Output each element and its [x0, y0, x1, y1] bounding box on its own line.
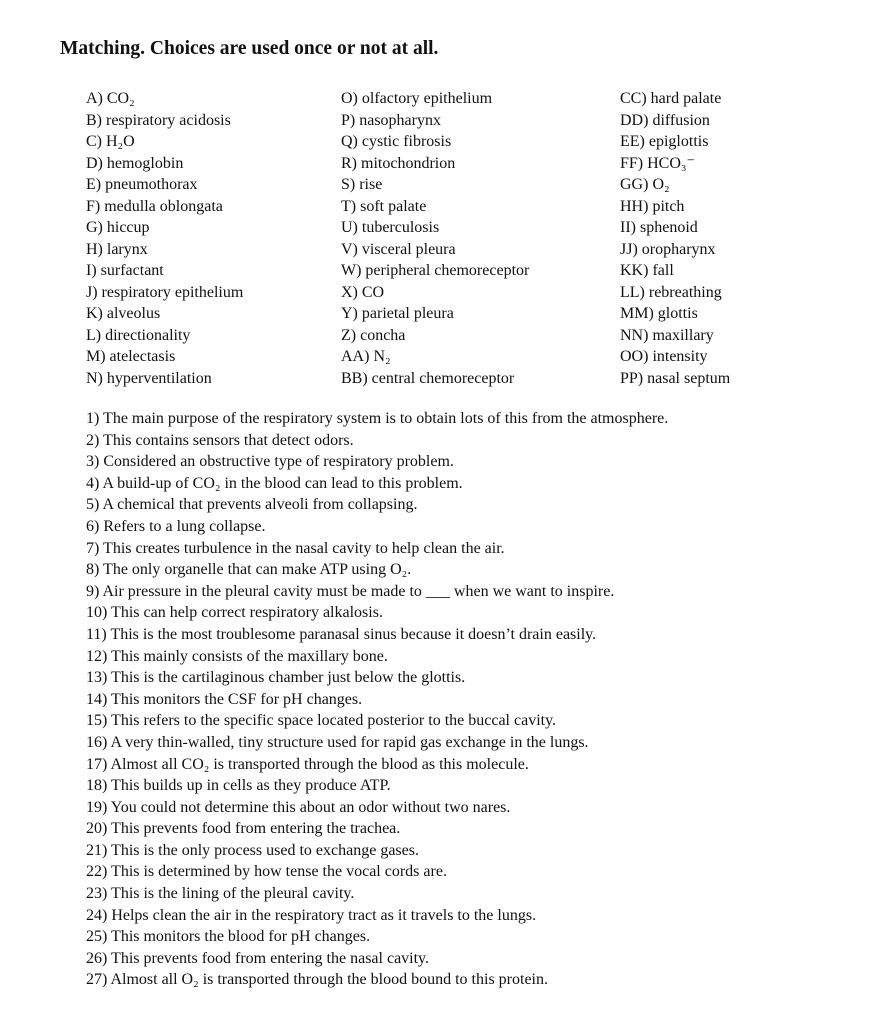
- choice-item: KK) fall: [620, 262, 674, 279]
- choices-column-1: [86, 88, 243, 389]
- question-item: 6) Refers to a lung collapse.: [86, 517, 266, 535]
- choice-item: H) larynx: [86, 240, 148, 258]
- question-item: 7) This creates turbulence in the nasal cavity to help clean the air.: [86, 539, 505, 557]
- question-item: 9) Air pressure in the pleural cavity must be made to ___ when we want to inspire.: [86, 582, 615, 600]
- choice-item: FF) HCO₃⁻: [620, 154, 695, 172]
- choice-item: GG) O₂: [620, 176, 670, 193]
- choice-item: M) atelectasis: [86, 348, 176, 365]
- question-item: 20) This prevents food from entering the trachea.: [86, 820, 401, 838]
- choice-item: JJ) oropharynx: [620, 240, 716, 258]
- question-item: 27) Almost all O₂ is transported through the blood bound to this protein.: [86, 971, 548, 989]
- question-item: 11) This is the most troublesome paranasal sinus because it doesn’t drain easily.: [86, 625, 597, 643]
- choice-item: S) rise: [341, 176, 383, 193]
- choice-item: N) hyperventilation: [86, 369, 212, 387]
- question-item: 23) This is the lining of the pleural cavity.: [86, 885, 355, 903]
- choice-item: T) soft palate: [341, 197, 427, 215]
- question-item: 25) This monitors the blood for pH changes.: [86, 928, 371, 946]
- choice-item: L) directionality: [86, 326, 191, 344]
- choice-item: G) hiccup: [86, 219, 150, 236]
- question-list: [86, 408, 668, 991]
- choice-item: K) alveolus: [86, 305, 161, 322]
- choices-column-2: [341, 88, 529, 389]
- choice-item: C) H₂O: [86, 133, 135, 150]
- question-item: 14) This monitors the CSF for pH changes.: [86, 690, 363, 708]
- choice-item: EE) epiglottis: [620, 133, 709, 150]
- question-item: 26) This prevents food from entering the nasal cavity.: [86, 949, 430, 967]
- question-item: 21) This is the only process used to exchange gases.: [86, 841, 419, 859]
- choice-item: HH) pitch: [620, 197, 685, 215]
- question-item: 5) A chemical that prevents alveoli from collapsing.: [86, 496, 418, 514]
- question-item: 8) The only organelle that can make ATP using O₂.: [86, 561, 412, 579]
- choice-item: Z) concha: [341, 326, 406, 344]
- choice-item: MM) glottis: [620, 305, 698, 322]
- choice-item: W) peripheral chemoreceptor: [341, 262, 530, 279]
- question-item: 22) This is determined by how tense the vocal cords are.: [86, 863, 447, 881]
- choice-item: LL) rebreathing: [620, 283, 722, 301]
- choice-item: PP) nasal septum: [620, 369, 731, 387]
- question-item: 24) Helps clean the air in the respiratory tract as it travels to the lungs.: [86, 906, 537, 924]
- question-item: 12) This mainly consists of the maxillary bone.: [86, 647, 388, 665]
- question-item: 16) A very thin-walled, tiny structure used for rapid gas exchange in the lungs.: [86, 733, 589, 751]
- question-item: 4) A build-up of CO₂ in the blood can lead to this problem.: [86, 474, 463, 492]
- question-item: 10) This can help correct respiratory alkalosis.: [86, 604, 383, 622]
- choice-item: O) olfactory epithelium: [341, 90, 493, 107]
- choice-item: D) hemoglobin: [86, 154, 184, 172]
- choice-item: J) respiratory epithelium: [86, 283, 244, 301]
- question-item: 15) This refers to the specific space located posterior to the buccal cavity.: [86, 712, 557, 730]
- question-item: 13) This is the cartilaginous chamber just below the glottis.: [86, 669, 466, 687]
- choice-item: A) CO₂: [86, 90, 135, 107]
- choice-item: E) pneumothorax: [86, 176, 198, 193]
- choice-item: I) surfactant: [86, 262, 164, 279]
- choice-item: BB) central chemoreceptor: [341, 369, 515, 387]
- choice-item: B) respiratory acidosis: [86, 111, 231, 129]
- choice-item: DD) diffusion: [620, 111, 710, 129]
- choice-item: CC) hard palate: [620, 90, 722, 107]
- choice-item: AA) N₂: [341, 348, 391, 365]
- question-item: 1) The main purpose of the respiratory system is to obtain lots of this from the atmosphere.: [86, 410, 669, 427]
- choice-item: II) sphenoid: [620, 219, 698, 236]
- choice-item: OO) intensity: [620, 348, 708, 365]
- question-item: 3) Considered an obstructive type of respiratory problem.: [86, 453, 454, 471]
- choice-item: Q) cystic fibrosis: [341, 133, 452, 150]
- choice-item: P) nasopharynx: [341, 111, 441, 129]
- choice-item: X) CO: [341, 283, 385, 301]
- choice-item: F) medulla oblongata: [86, 197, 223, 215]
- question-item: 19) You could not determine this about an odor without two nares.: [86, 798, 511, 816]
- choice-item: V) visceral pleura: [341, 240, 456, 258]
- question-item: 2) This contains sensors that detect odors.: [86, 431, 354, 449]
- choice-item: Y) parietal pleura: [341, 305, 454, 322]
- question-item: 17) Almost all CO₂ is transported through the blood as this molecule.: [86, 755, 529, 773]
- choice-item: R) mitochondrion: [341, 154, 456, 172]
- worksheet-title: Matching. Choices are used once or not at all.: [60, 38, 439, 59]
- choice-item: NN) maxillary: [620, 326, 714, 344]
- question-item: 18) This builds up in cells as they produce ATP.: [86, 777, 391, 795]
- choices-column-3: [620, 88, 730, 389]
- choice-item: U) tuberculosis: [341, 219, 440, 236]
